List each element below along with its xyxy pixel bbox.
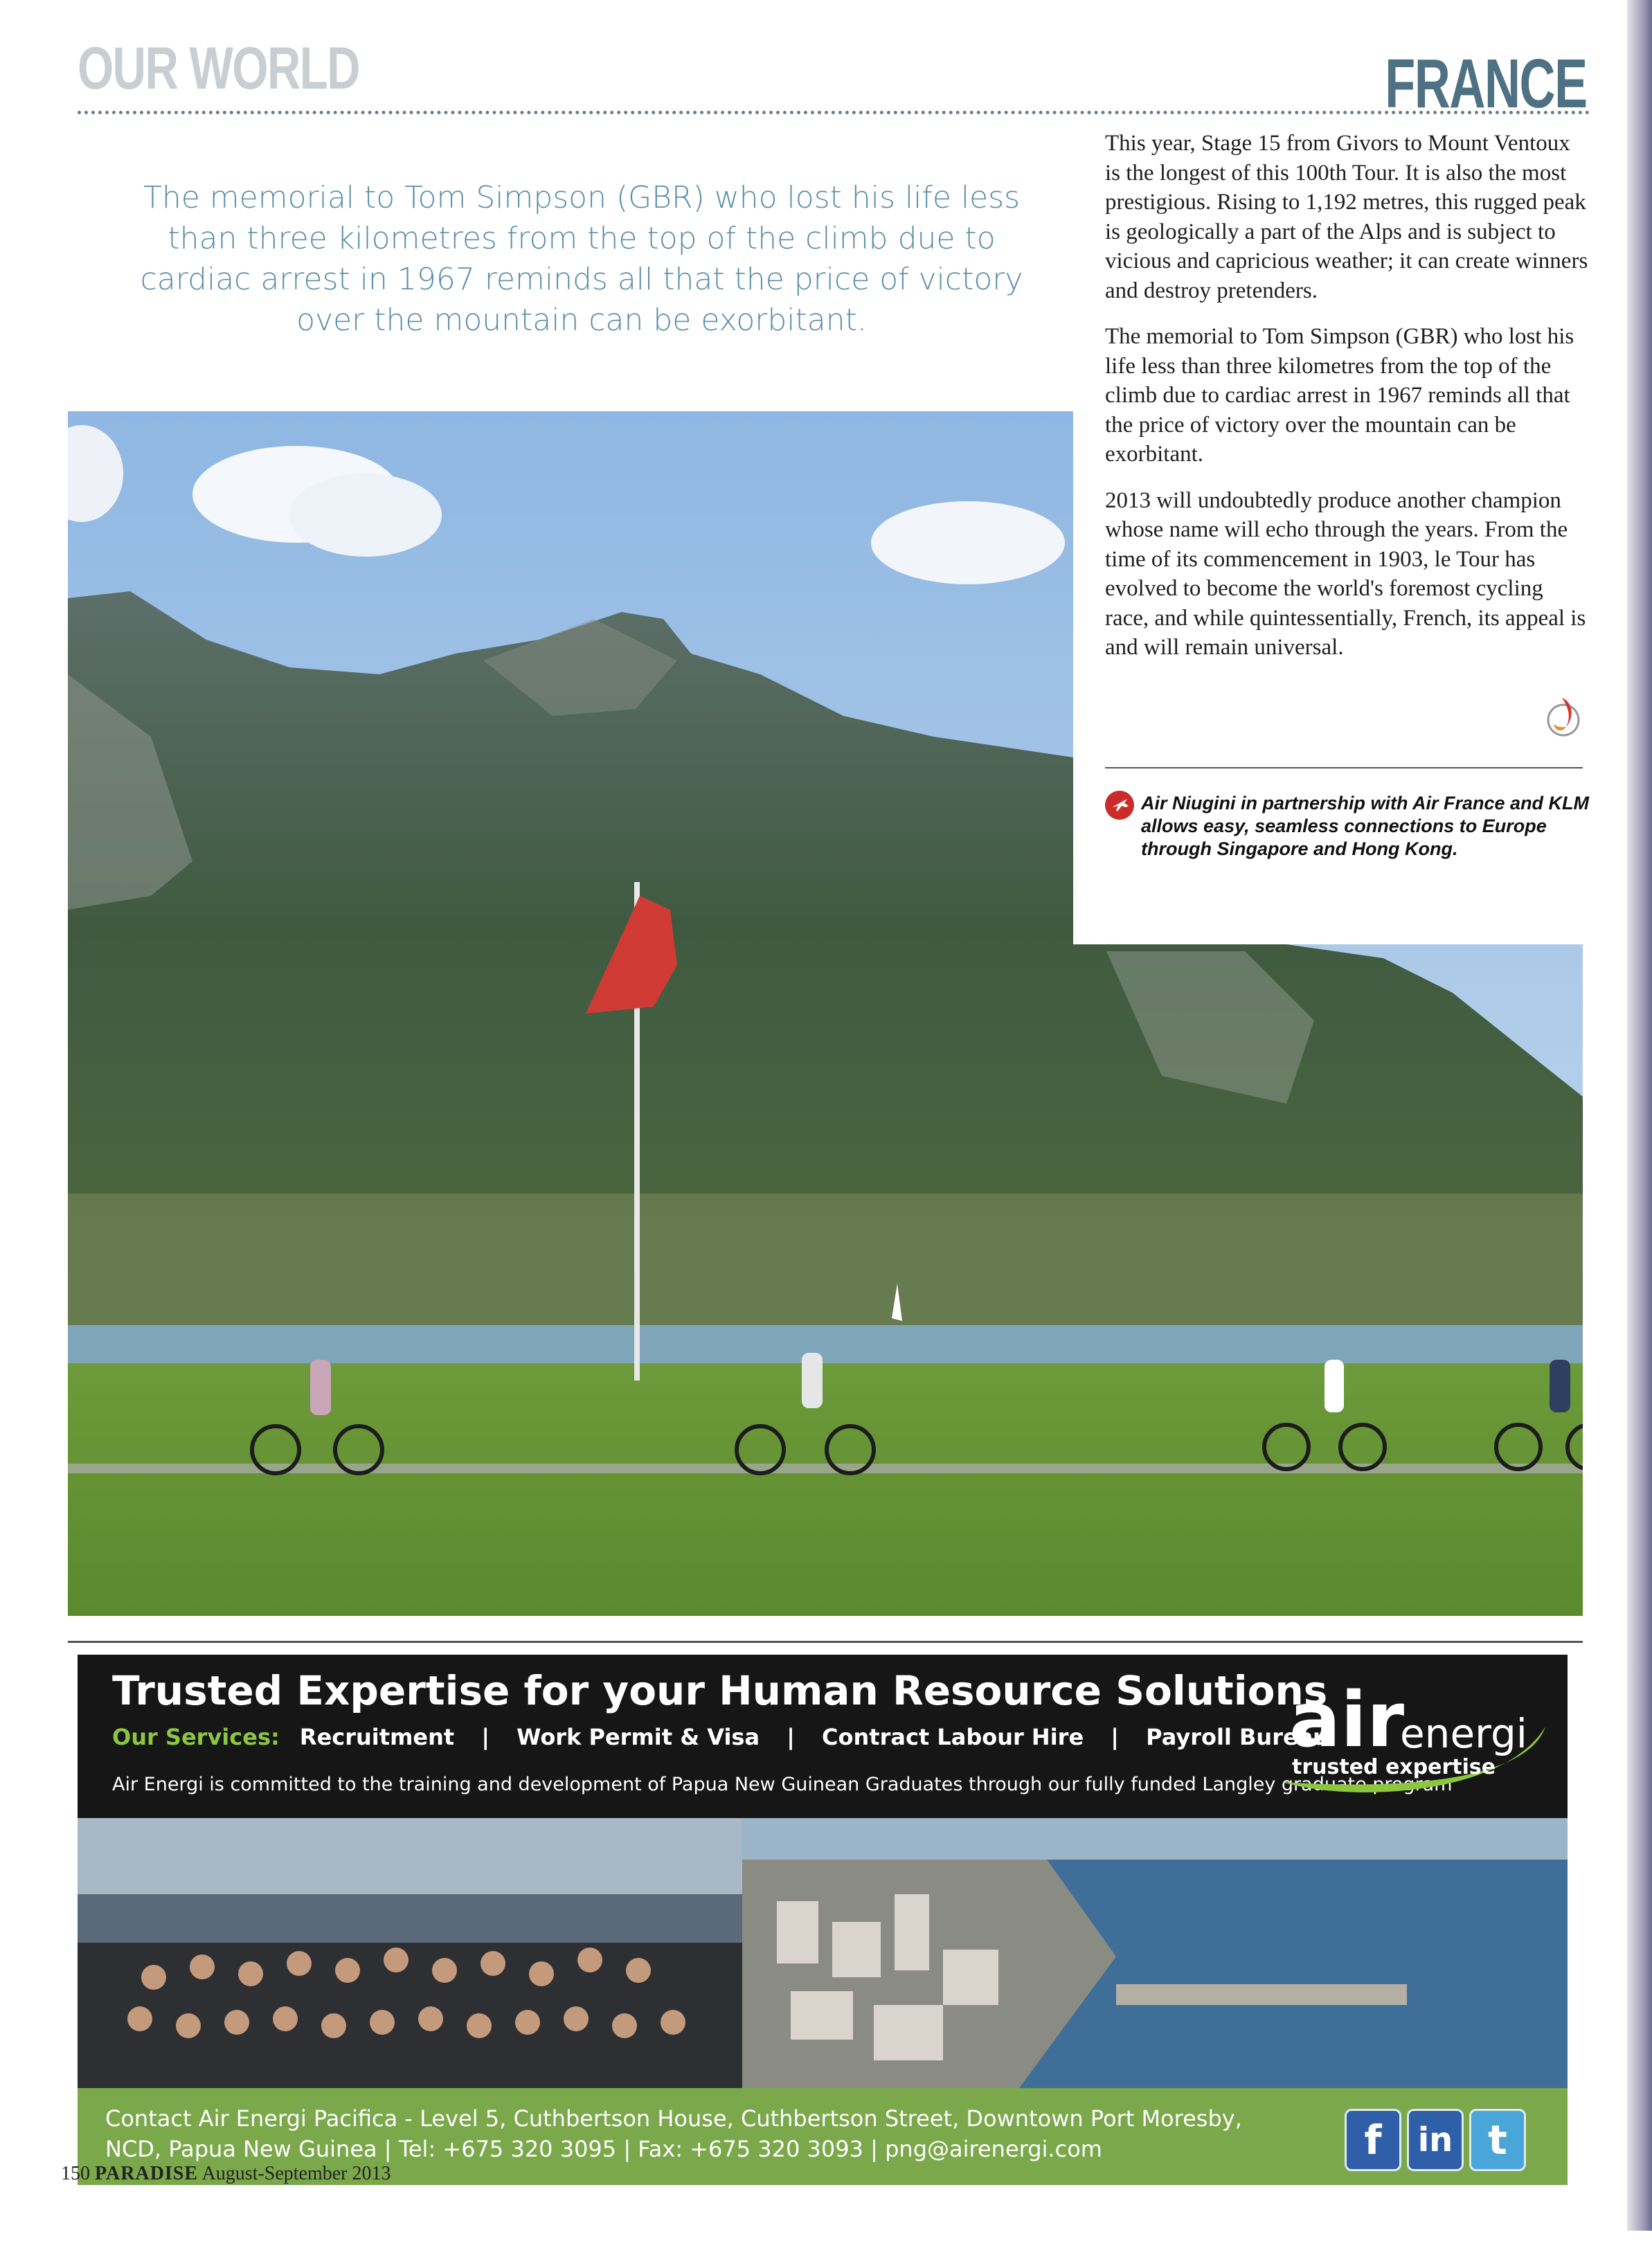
note-text: Air Niugini in partnership with Air France and KLM allows easy, seamless connections to Europe through Singapore and Hong Kong. (1141, 793, 1590, 859)
advert-website-link[interactable]: www.airenergi.com (1207, 2213, 1540, 2248)
services-label: Our Services: (112, 1724, 280, 1750)
advert-services (112, 1724, 1329, 1750)
article-paragraph: The memorial to Tom Simpson (GBR) who lost his life less than three kilometres from the top of the climb due to cardiac arrest in 1967 reminds all that the price of victory over the mountain can be exorbitant. (1105, 324, 1574, 467)
separator: | (481, 1724, 490, 1750)
bird-of-paradise-end-icon (1541, 692, 1583, 741)
advert-headline: Trusted Expertise for your Human Resource Solutions (112, 1667, 1328, 1714)
header-divider (78, 111, 1590, 114)
facebook-icon[interactable]: f (1345, 2109, 1401, 2171)
airplane-icon (1105, 791, 1134, 820)
contact-line: NCD, Papua New Guinea | Tel: +675 320 3095 | Fax: +675 320 3093 | png@airenergi.com (105, 2136, 1102, 2162)
note-divider (1105, 767, 1583, 768)
magazine-name: PARADISE (95, 2163, 199, 2184)
logo-tagline: trusted expertise (1292, 1755, 1496, 1779)
contact-line: Contact Air Energi Pacifica - Level 5, Cuthbertson House, Cuthbertson Street, Downtown Port Moresby, (105, 2105, 1242, 2132)
issue-date: August-September 2013 (201, 2163, 391, 2184)
logo-main-text: air (1289, 1675, 1405, 1764)
separator: | (1111, 1724, 1119, 1750)
article-paragraph: 2013 will undoubtedly produce another champion whose name will echo through the years. From the time of its commencement in 1903, le Tour has evolved to become the world's foremost cycling race, and while quintessentially, French, its appeal is and will remain universal. (1105, 487, 1586, 660)
magazine-spine-edge (1627, 0, 1652, 2231)
service-item: Work Permit & Visa (517, 1724, 760, 1750)
page-folio (61, 2163, 391, 2185)
article-body (1105, 129, 1590, 679)
service-item: Recruitment (299, 1724, 455, 1750)
advert-contact (105, 2103, 1282, 2164)
advert-header-panel (78, 1655, 1568, 1818)
section-label: OUR WORLD (78, 35, 360, 102)
service-item: Payroll Bureau (1146, 1724, 1329, 1750)
advert-divider (68, 1641, 1583, 1643)
advert-commitment: Air Energi is committed to the training and development of Papua New Guinean Graduates through our fully funded Langley graduate program (112, 1774, 1453, 1795)
air-energi-logo (1268, 1664, 1559, 1810)
page-number: 150 (61, 2163, 90, 2184)
service-item: Contract Labour Hire (822, 1724, 1084, 1750)
linkedin-icon[interactable]: in (1407, 2109, 1464, 2171)
country-label: FRANCE (1385, 45, 1587, 123)
logo-sub-text: energi (1400, 1710, 1527, 1757)
article-paragraph: This year, Stage 15 from Givors to Mount Ventoux is the longest of this 100th Tour. It is also the most prestigious. Rising to 1,192 metres, this rugged peak is geologically a part of the Alps and is subject to vicious and capricious weather; it can create winners and destroy pretenders. (1105, 131, 1588, 303)
twitter-icon[interactable]: t (1469, 2109, 1526, 2171)
pull-quote: The memorial to Tom Simpson (GBR) who lost his life less than three kilometres from the top of the climb due to cardiac arrest in 1967 reminds all that the price of victory over the mountain can be exorbitant. (140, 180, 1023, 338)
separator: | (787, 1724, 795, 1750)
air-energi-advert (78, 1651, 1568, 2248)
